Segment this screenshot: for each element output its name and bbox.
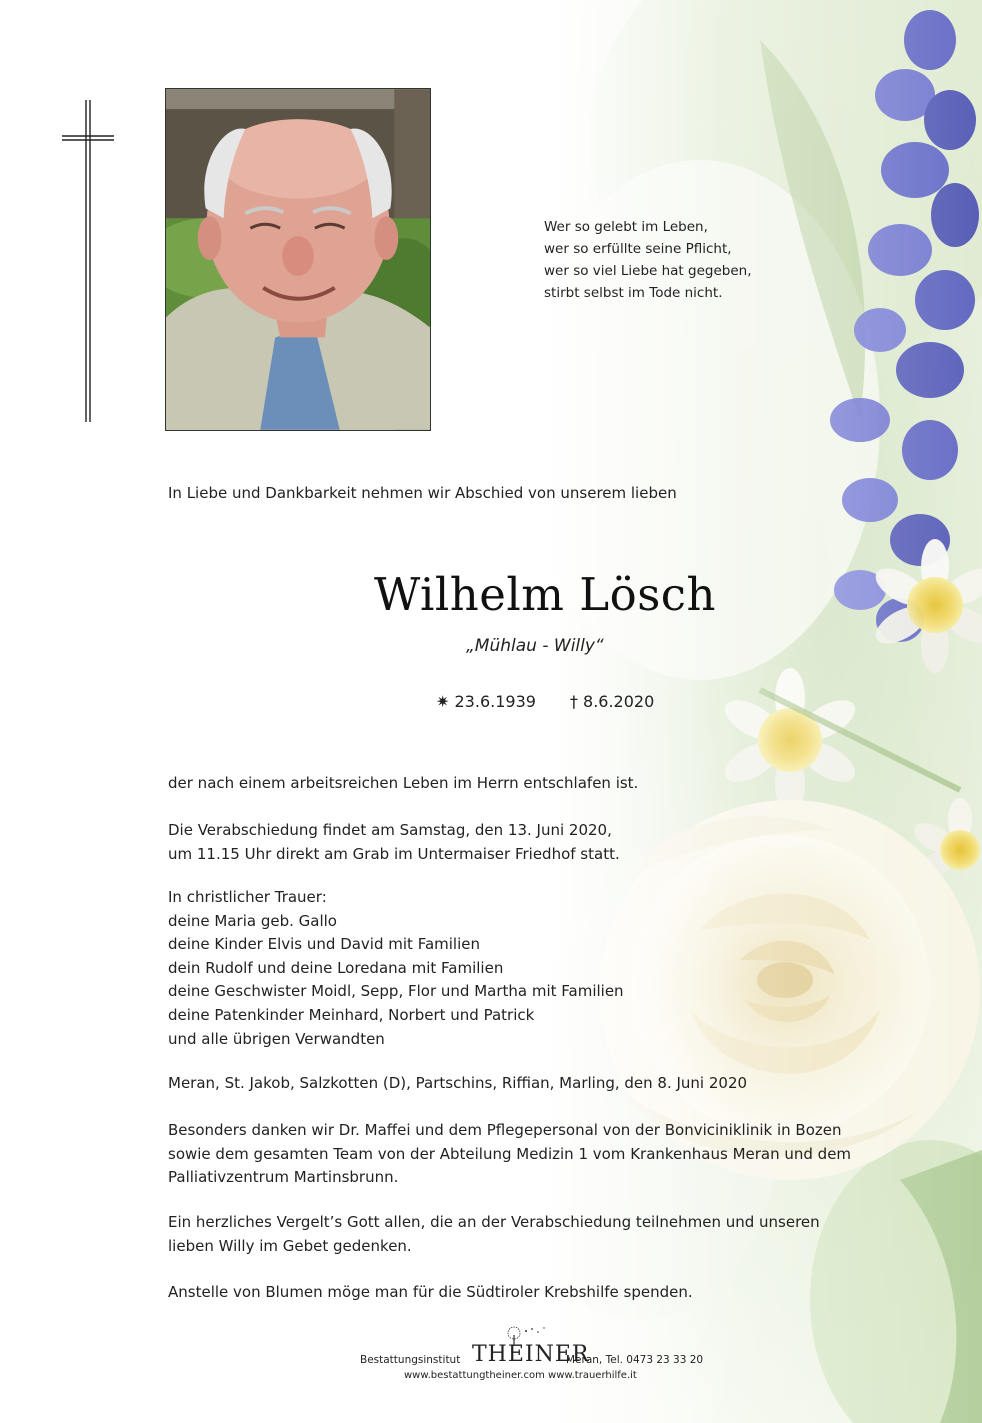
body-line: um 11.15 Uhr direkt am Grab im Untermaiser Friedhof statt. [168,844,620,863]
poem-line: stirbt selbst im Tode nicht. [544,285,723,301]
funeral-home-footer [360,1325,710,1385]
death-date: † 8.6.2020 [569,692,655,711]
body-line: Meran, St. Jakob, Salzkotten (D), Partschins, Riffian, Marling, den 8. Juni 2020 [168,1074,748,1092]
body-line: Palliativzentrum Martinsbrunn. [168,1168,399,1187]
mourner-line: und alle übrigen Verwandten [168,1029,385,1048]
life-dates [436,692,654,711]
deceased-name: Wilhelm Lösch [374,568,716,621]
footer-brand: THEINER [472,1342,590,1367]
mourners-list [168,886,624,1051]
donation-text [168,1281,693,1305]
body-line: Ein herzliches Vergelt’s Gott allen, die an der Verabschiedung teilnehmen und unseren [168,1213,820,1231]
footer-websites: www.bestattungtheiner.com www.trauerhilfe.it [404,1370,637,1381]
deceased-nickname: „Mühlau - Willy“ [466,636,604,656]
passed-text [168,772,638,796]
mourner-line: deine Maria geb. Gallo [168,911,337,930]
mourner-line: deine Kinder Elvis und David mit Familien [168,935,480,954]
cross-icon [62,100,114,422]
ceremony-text [168,819,620,866]
body-line: Die Verabschiedung findet am Samstag, den 13. Juni 2020, [168,821,612,839]
gratitude-text [168,1211,820,1258]
thanks-text [168,1119,851,1190]
portrait-photo [165,88,431,431]
footer-contact: Meran, Tel. 0473 23 33 20 [566,1354,704,1366]
body-line: sowie dem gesamten Team von der Abteilung Medizin 1 vom Krankenhaus Meran und dem [168,1144,852,1163]
poem [544,216,784,304]
body-line: Anstelle von Blumen möge man für die Südtiroler Krebshilfe spenden. [168,1283,693,1301]
birth-date: ✷ 23.6.1939 [436,692,536,711]
body-line: lieben Willy im Gebet gedenken. [168,1236,412,1255]
intro-text: In Liebe und Dankbarkeit nehmen wir Abschied von unserem lieben [168,484,677,502]
mourner-line: In christlicher Trauer: [168,888,327,906]
mourner-line: deine Patenkinder Meinhard, Norbert und Patrick [168,1005,535,1024]
poem-line: wer so erfüllte seine Pflicht, [544,241,732,257]
body-line: der nach einem arbeitsreichen Leben im Herrn entschlafen ist. [168,774,639,792]
body-line: Besonders danken wir Dr. Maffei und dem Pflegepersonal von der Bonviciniklinik in Bozen [168,1121,842,1139]
poem-line: Wer so gelebt im Leben, [544,219,708,235]
poem-line: wer so viel Liebe hat gegeben, [544,263,752,279]
footer-prefix: Bestattungsinstitut [360,1354,461,1366]
place-date [168,1072,747,1096]
mourner-line: dein Rudolf und deine Loredana mit Familien [168,958,504,977]
mourner-line: deine Geschwister Moidl, Sepp, Flor und Martha mit Familien [168,982,624,1001]
